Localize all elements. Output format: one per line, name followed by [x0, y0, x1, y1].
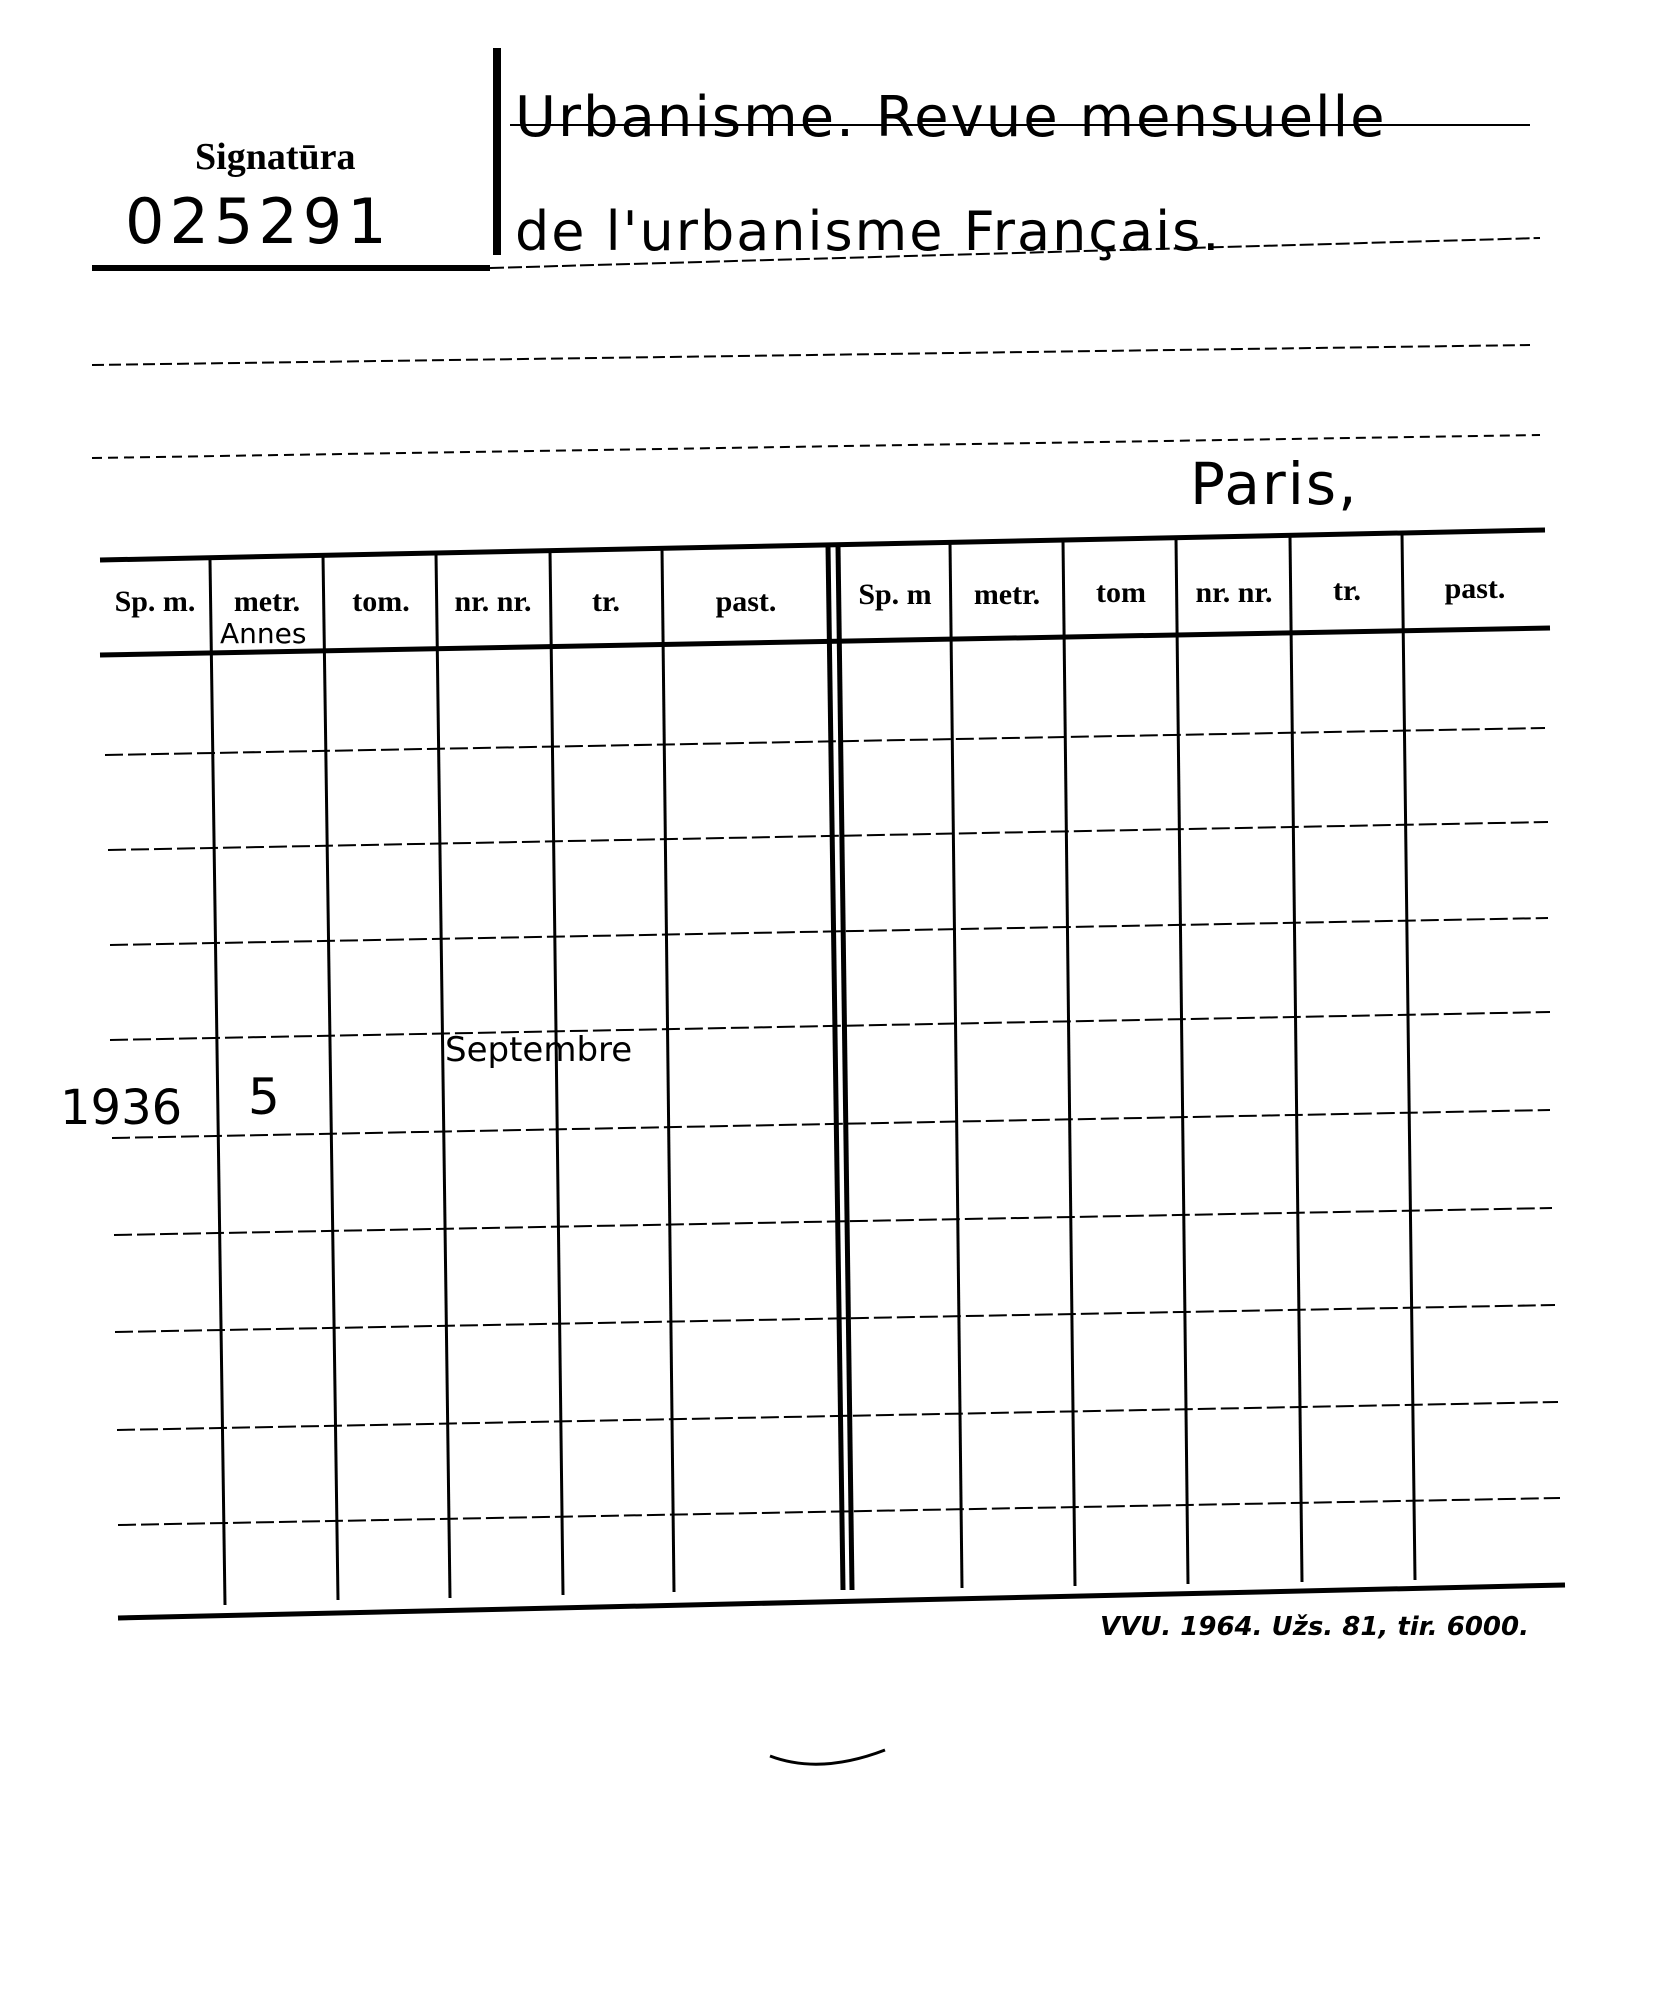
col-header-sp-m-2: Sp. m	[858, 578, 932, 611]
entry-month: Septembre	[445, 1030, 633, 1070]
title-line-1: Urbanisme. Revue mensuelle	[515, 85, 1387, 150]
col-header-metr-2: metr.	[973, 578, 1041, 611]
col-header-nr-2: nr. nr.	[1195, 576, 1273, 609]
place-of-publication: Paris,	[1190, 450, 1359, 518]
col-header-past-2: past.	[1444, 572, 1506, 605]
col-header-sp-m: Sp. m.	[114, 585, 196, 618]
title-line-2: de l'urbanisme Français.	[515, 200, 1222, 263]
col-header-metr: metr.	[233, 585, 301, 618]
col-header-past: past.	[715, 585, 777, 618]
col-header-tr: tr.	[591, 585, 621, 618]
entry-number: 5	[248, 1068, 280, 1126]
col-header-tom: tom.	[352, 585, 410, 618]
printer-imprint: VVU. 1964. Užs. 81, tir. 6000.	[1100, 1612, 1529, 1642]
signatura-value: 025291	[125, 185, 392, 258]
col-header-tom-2: tom	[1096, 576, 1146, 609]
entry-year: 1936	[60, 1080, 183, 1136]
col-header-nr: nr. nr.	[454, 585, 532, 618]
signatura-label: Signatūra	[195, 136, 356, 178]
metr-annotation: Annes	[220, 617, 307, 650]
col-header-tr-2: tr.	[1332, 574, 1362, 607]
